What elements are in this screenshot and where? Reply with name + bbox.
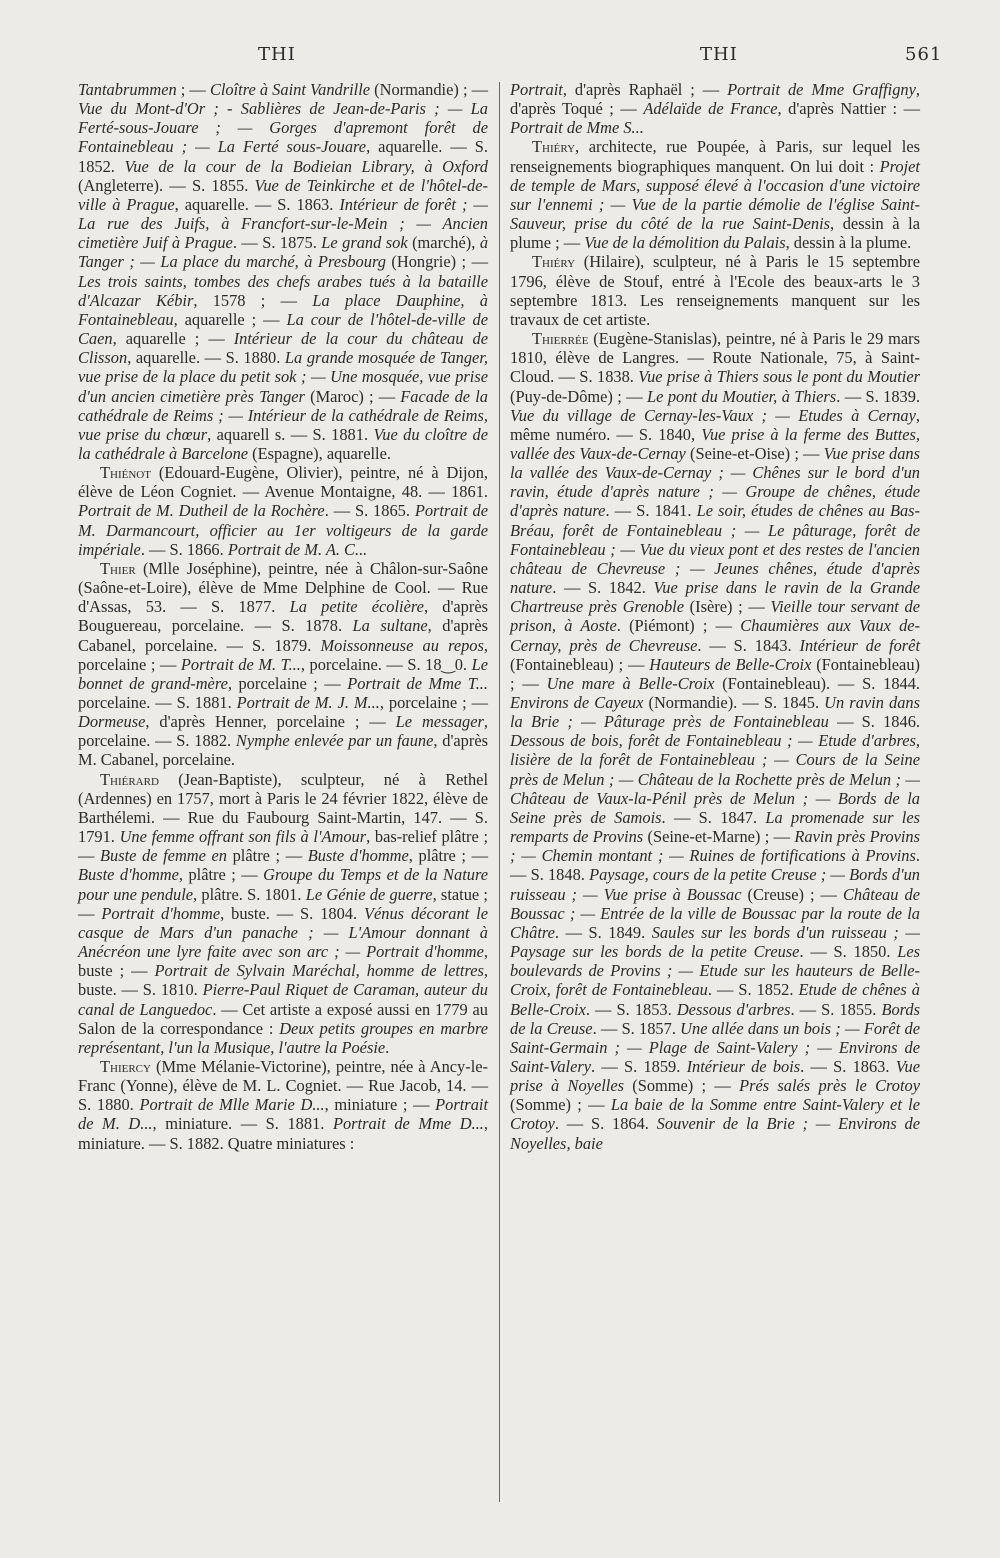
entry-text: . — S. 1850. (799, 942, 898, 962)
entry-text: (Angleterre). — S. 1855. (78, 175, 255, 195)
entry-text: . (Piémont) ; — (616, 616, 741, 636)
work-title: La place Dauphine, à Fontainebleau (78, 290, 488, 329)
entry-text: , aquarelle ; — (173, 309, 287, 329)
work-title: Le messager (395, 712, 484, 732)
work-title: Cloître à Saint Vandrille (209, 80, 371, 99)
work-title: Portrait de M. Dutheil de la Rochère (78, 501, 325, 521)
entry-text: , même numéro. — S. 1840, (510, 405, 920, 444)
work-title: La cour de l'hôtel-de-ville de Caen (78, 309, 488, 349)
entry-name: Thiéry (532, 137, 576, 157)
entry-thiercy (78, 1057, 488, 1153)
work-title: Saules sur les bords d'un ruisseau ; — Paysage sur les bords de la petite Creuse (510, 922, 920, 962)
work-title: Vue de la démolition du Palais (584, 233, 786, 253)
entry-text: . — S. 1839. (836, 386, 921, 406)
entry-name: Thierrée (532, 329, 589, 349)
entry-text: (Mlle Joséphine), peintre, née à Châlon-sur-Saône (Saône-et-Loire), élève de Mme Delphine de Cool. — Rue d'Assas, 53. — S. 1877. (78, 558, 488, 617)
work-title: Buste de femme en (100, 846, 227, 866)
work-title: Vieille tour servant de prison, à Aoste (510, 597, 920, 636)
entry-text: , porcelaine. — S. 18‿0. (300, 654, 472, 674)
work-title: Facade de la cathédrale de Reims ; — Intérieur de la cathédrale de Reims, vue prise du chœur (78, 386, 488, 444)
entry-text: porcelaine. — S. 1881. (78, 693, 237, 712)
entry-name: Thiérard (100, 769, 159, 789)
entry-text: . — S. 1841. (605, 501, 697, 521)
entry-text: , porcelaine. — S. 1882. (78, 712, 488, 751)
work-title: Portrait de Mlle Marie D... (139, 1095, 325, 1115)
entry-text: . — S. 1843. (697, 635, 800, 655)
entry-thienot (78, 463, 488, 559)
entry-text: , buste. — S. 1810. (78, 961, 488, 1000)
entry-text: , d'après Raphaël ; — (562, 80, 728, 99)
work-title: Buste d'homme (78, 865, 179, 885)
work-title: Hauteurs de Belle-Croix (649, 654, 812, 674)
entry-text: (Fontainebleau). — S. 1844. (714, 673, 920, 693)
entry-text: . — S. 1855. (790, 999, 882, 1019)
entry-text: (Somme) ; — (510, 1095, 611, 1115)
work-title: Portrait de M. D... (78, 1095, 488, 1134)
entry-text: , d'après Nattier : — (777, 99, 920, 119)
entry-text: , aquarelle. — S. 1852. (78, 137, 488, 176)
entry-text: . — S. 1842. (552, 578, 654, 598)
entry-text: , miniature. — S. 1881. (152, 1114, 333, 1134)
entry-text: . (385, 1037, 390, 1057)
work-title: Portrait de Mme D... (332, 1114, 484, 1134)
entry-text: (Mme Mélanie-Victorine), peintre, née à Ancy-le-Franc (Yonne), élève de M. L. Cogniet. — Rue Jacob, 14. — S. 1880. (78, 1056, 488, 1115)
entry-name: Thiéry (532, 252, 576, 272)
work-title: Pierre-Paul Riquet de Caraman, auteur du canal de Languedoc (78, 980, 488, 1019)
work-title: Les boulevards de Provins ; — Etude sur les hauteurs de Belle-Croix, forêt de Fontainebleau (510, 942, 920, 1000)
work-title: Dessous d'arbres (676, 999, 791, 1019)
entry-text: (Jean-Baptiste), sculpteur, né à Rethel (Ardennes) en 1757, mort à Paris le 24 février 1822, élève de Barthélemi. — Rue du Faubourg Saint-Martin, 147. — S. 1791. (78, 769, 488, 847)
entry-text: , plâtre ; — (178, 865, 264, 885)
entry-text: (Maroc) ; — (304, 386, 401, 406)
entry-text: (Fontainebleau) ; — (510, 654, 650, 674)
entry-cont (78, 80, 488, 463)
entry-text: . — S. 1863. (800, 1056, 896, 1076)
entry-thierard (78, 770, 488, 1057)
entry-text: (Somme) ; — (623, 1076, 740, 1096)
entry-text: (Puy-de-Dôme) ; — (510, 386, 648, 406)
work-title: Portrait de Mme T... (347, 673, 488, 693)
entry-text: (Eugène-Stanislas), peintre, né à Paris le 29 mars 1810, élève de Langres. — Route Nationale, 75, à Saint-Cloud. — S. 1838. (510, 329, 920, 387)
entry-text: , porcelaine ; — (78, 635, 488, 674)
entry-text: , aquarelle. — S. 1880. (127, 348, 285, 368)
entry-text: (Seine-et-Oise) ; — (685, 443, 824, 463)
entry-text: , d'après Cabanel, porcelaine. — S. 1879. (78, 616, 488, 655)
running-head-left: THI (258, 44, 296, 65)
work-title: Deux petits groupes en marbre représentant, l'un la Musique, l'autre la Poésie (78, 1018, 488, 1057)
work-title: Portrait de Mme S... (510, 118, 644, 138)
work-title: Prés salés près le Crotoy (739, 1076, 920, 1096)
entry-text: , miniature. — S. 1882. Quatre miniatures : (78, 1114, 489, 1153)
entry-text: , dessin à la plume ; — (510, 214, 920, 253)
work-title: La grande mosquée de Tanger, vue prise de la place du petit sok ; — Une mosquée, vue prise d'un ancien cimetière près Tanger (78, 348, 488, 406)
entry-text: (Creuse) ; — (741, 884, 843, 904)
entry-text: (Fontainebleau) ; — (510, 654, 920, 693)
right-column (510, 80, 920, 1153)
work-title: La baie de la Somme entre Saint-Valery et le Crotoy (510, 1095, 920, 1134)
work-title: Vénus décorant le casque de Mars d'un panache ; — L'Amour donnant à Anécréon une lyre faite avec son arc ; — Portrait d'homme (78, 903, 488, 962)
work-title: Chaumières aux Vaux de-Cernay, près de Chevreuse (510, 616, 920, 655)
entry-text: (marché), (407, 233, 480, 253)
work-title: Groupe du Temps et de la Nature pour une pendule (78, 865, 488, 904)
entry-text: , d'après Bouguereau, porcelaine. — S. 1878. (78, 597, 488, 636)
work-title: La sultane (352, 616, 428, 636)
entry-thiery2 (510, 252, 920, 329)
entry-text: , aquarelle ; — (112, 329, 234, 349)
work-title: Château de Boussac ; — Entrée de la ville de Boussac par la route de la Châtre (510, 884, 920, 942)
work-title: Intérieur de forêt ; — La rue des Juifs, à Francfort-sur-le-Mein ; — Ancien cimetière Juif à Prague (78, 194, 488, 253)
left-column (78, 80, 488, 1153)
work-title: Dessous de bois, forêt de Fontainebleau ; — Etude d'arbres, lisière de la forêt de Fontainebleau ; — Cours de la Seine près de Melun ; — Château de la Rochette près de Melun ; — Château de Vaux-la-Pénil près de Melun ; — Bords de la Seine près de Samois (510, 731, 920, 827)
work-title: Nymphe enlevée par un faune (235, 731, 434, 751)
entry-text: . — S. 1847. (661, 807, 766, 827)
entry-text: . — S. 1875. (232, 233, 322, 253)
column-divider (499, 82, 500, 1502)
entry-thierree (510, 329, 920, 1153)
work-title: Le bonnet de grand-mère (78, 654, 488, 693)
entry-text: , 1578 ; — (193, 290, 313, 310)
work-title: Buste d'homme (307, 846, 409, 866)
entry-text: , plâtre. S. 1801. (193, 884, 306, 904)
work-title: Vue du Mont-d'Or ; - Sablières de Jean-de-Paris ; — La Ferté-sous-Jouare ; — Gorges d'apremont forêt de Fontainebleau ; — La Ferté sous-Jouare (78, 99, 488, 157)
work-title: Les trois saints, tombes des chefs arabes tués à la bataille d'Alcazar Kébir (78, 271, 488, 310)
work-title: Le soir, études de chênes au Bas-Bréau, forêt de Fontainebleau ; — Le pâturage, forêt de Fontainebleau ; — Vue du vieux pont et des restes de l'ancien château de Chevreuse ; — Jeunes chênes, étude d'après nature (510, 501, 920, 598)
work-title: Tantabrummen (78, 80, 177, 99)
entry-text: , architecte, rue Poupée, à Paris, sur lequel les renseignements biographiques manquent. On lui doit : (510, 137, 920, 176)
work-title: Intérieur de la cour du château de Clisson (78, 329, 488, 368)
entry-name: Thiercy (100, 1056, 151, 1076)
entry-text: (Hilaire), sculpteur, né à Paris le 15 septembre 1796, élève de Stouf, entré à l'Ecole des beaux-arts le 3 septembre 1813. Les renseignements manquent sur les travaux de cet artiste. (510, 252, 920, 329)
work-title: Ravin près Provins ; — Chemin montant ; — Ruines de fortifications à Provins (510, 827, 920, 866)
work-title: Portrait de M. A. C... (227, 539, 368, 559)
entry-text: , buste. — S. 1804. (220, 903, 364, 923)
entry-text: . — S. 1853. (585, 999, 677, 1019)
entry-text: , statue ; — (78, 884, 488, 923)
work-title: Une allée dans un bois ; — Forêt de Saint-Germain ; — Plage de Saint-Valery ; — Environs de Saint-Valery (510, 1018, 920, 1076)
work-title: Une mare à Belle-Croix (546, 673, 715, 693)
work-title: Vue prise à Noyelles (510, 1056, 920, 1096)
work-title: Vue prise dans la vallée des Vaux-de-Cernay ; — Chênes sur le bord d'un ravin, étude d'après nature ; — Groupe de chênes, étude d'après nature (510, 443, 920, 521)
entry-text: . — S. 1848. (510, 846, 920, 885)
entry-name: Thiénot (100, 463, 151, 483)
work-title: Le Génie de guerre (305, 884, 433, 904)
entry-text: (Seine-et-Marne) ; — (643, 827, 795, 847)
entry-text: , d'après M. Cabanel, porcelaine. (78, 731, 488, 770)
entry-cont2 (510, 80, 920, 137)
work-title: Vue de la cour de la Bodieian Library, à Oxford (124, 156, 488, 176)
work-title: Moissonneuse au repos (320, 635, 484, 655)
entry-text: ; — (176, 80, 210, 99)
work-title: Portrait de Sylvain Maréchal, homme de lettres (154, 961, 484, 981)
work-title: La promenade sur les remparts de Provins (510, 807, 920, 847)
work-title: Portrait d'homme (101, 903, 221, 923)
entry-text: (Espagne), aquarelle. (248, 443, 391, 463)
work-title: Paysage, cours de la petite Creuse ; — Bords d'un ruisseau ; — Vue prise à Boussac (510, 865, 920, 904)
work-title: Portrait de M. Darmancourt, officier au 1er voltigeurs de la garde impériale (78, 501, 489, 559)
entry-text: . — Cet artiste a exposé aussi en 1779 au Salon de la correspondance : (78, 999, 488, 1038)
work-title: Intérieur de forêt (799, 635, 920, 655)
entry-text: . — S. 1865. (324, 501, 415, 521)
entry-text: . — S. 1857. (592, 1018, 681, 1038)
work-title: Vue prise à Thiers sous le pont du Moutier (638, 367, 921, 387)
work-title: Une femme offrant son fils à l'Amour (119, 827, 367, 847)
work-title: Bords de la Creuse (510, 999, 920, 1038)
entry-text: , miniature ; — (324, 1095, 436, 1115)
work-title: La petite écolière (289, 597, 424, 617)
work-title: à Tanger ; — La place du marché, à Presbourg (78, 233, 489, 272)
entry-text: (Normandie) ; — (370, 80, 488, 99)
entry-text: , d'après Henner, porcelaine ; — (145, 712, 396, 732)
entry-text: . — S. 1866. (140, 539, 228, 559)
entry-text: — S. 1846. (828, 712, 920, 732)
work-title: Adélaïde de France (643, 99, 778, 119)
entry-text: , porcelaine ; — (379, 693, 488, 712)
entry-text: , bas-relief plâtre ; — (78, 827, 488, 866)
entry-text: . — S. 1849. (554, 922, 652, 942)
entry-thiery1 (510, 137, 920, 252)
work-title: Vue du village de Cernay-les-Vaux ; — Etudes à Cernay (510, 405, 916, 425)
entry-text: , aquarelle. — S. 1863. (174, 194, 340, 214)
entry-text: (Edouard-Eugène, Olivier), peintre, né à Dijon, élève de Léon Cogniet. — Avenue Montaigne, 48. — 1861. (78, 463, 488, 502)
running-head-center: THI (700, 44, 738, 65)
page-number: 561 (905, 44, 943, 65)
entry-text: . — S. 1852. (707, 980, 799, 1000)
entry-text: . — S. 1864. (554, 1114, 657, 1134)
work-title: Portrait de Mme Graffigny (727, 80, 916, 99)
work-title: Vue de Teinkirche et de l'hôtel-de-ville à Prague (78, 175, 488, 214)
entry-text: . — S. 1859. (591, 1056, 687, 1076)
work-title: Portrait de M. J. M... (236, 693, 380, 712)
entry-text: (Hongrie) ; — (385, 252, 488, 272)
work-title: Intérieur de bois (686, 1056, 801, 1076)
work-title: Souvenir de la Brie ; — Environs de Noyelles, baie (510, 1114, 920, 1153)
entry-text: plâtre ; — (227, 846, 308, 866)
entry-text: , dessin à la plume. (785, 233, 912, 253)
work-title: Vue du cloître de la cathédrale à Barcelone (78, 424, 488, 463)
work-title: Vue prise dans le ravin de la Grande Chartreuse près Grenoble (510, 578, 920, 617)
entry-text: (Isère) ; — (684, 597, 771, 617)
work-title: Le pont du Moutier, à Thiers (647, 386, 837, 406)
entry-text: , d'après Toqué ; — (510, 80, 920, 119)
work-title: Etude de chênes à Belle-Croix (510, 980, 920, 1019)
work-title: Portrait (510, 80, 563, 99)
entry-text: (Normandie). — S. 1845. (643, 693, 825, 712)
entry-text: , aquarell s. — S. 1881. (207, 424, 374, 444)
work-title: Dormeuse (78, 712, 146, 732)
entry-name: Thier (100, 558, 136, 578)
entry-text: , plâtre ; — (408, 846, 488, 866)
entry-thier (78, 559, 488, 770)
entry-text: , porcelaine ; — (227, 673, 348, 693)
work-title: Le grand sok (321, 233, 408, 253)
work-title: Vue prise à la ferme des Buttes, vallée des Vaux-de-Cernay (510, 424, 920, 463)
work-title: Projet de temple de Mars, supposé élevé à l'occasion d'une victoire sur l'ennemi ; — Vue de la partie démolie de l'église Saint-Sauveur, prise du côté de la rue Saint-Denis (510, 156, 920, 234)
work-title: Portrait de M. T... (180, 654, 301, 674)
work-title: Un ravin dans la Brie ; — Pâturage près de Fontainebleau (510, 693, 920, 732)
entry-text: , buste ; — (78, 942, 488, 981)
work-title: Environs de Cayeux (510, 693, 644, 712)
